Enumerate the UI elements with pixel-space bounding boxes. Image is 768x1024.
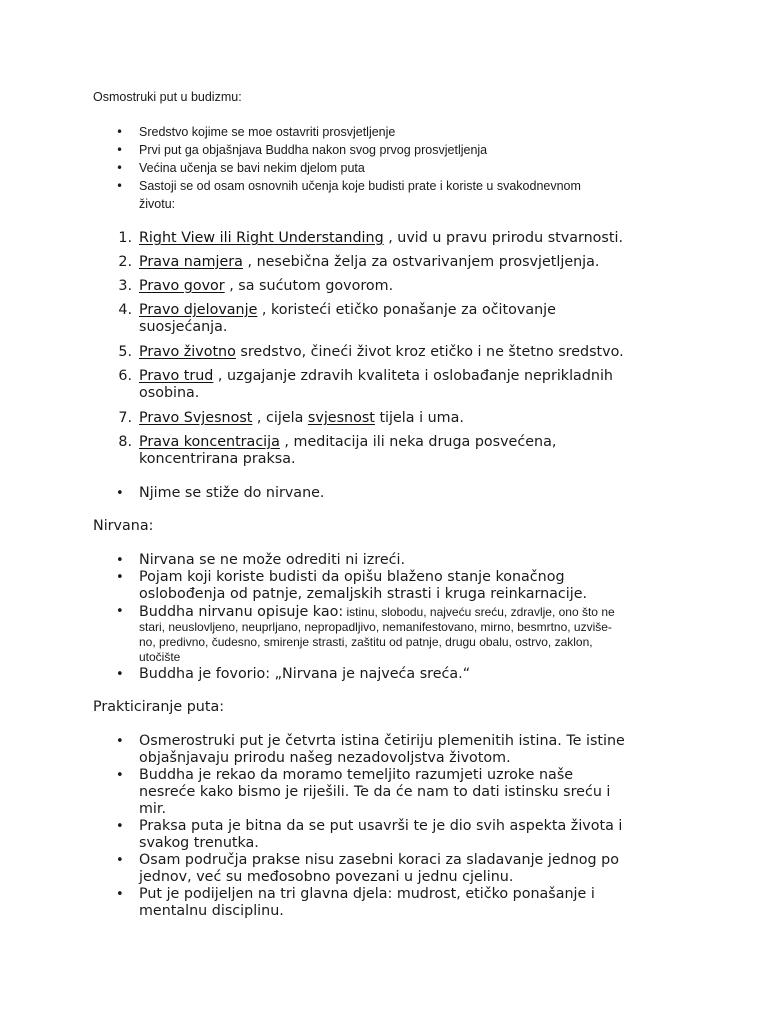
- nirvana-bullet-4: Buddha je fovorio: „Nirvana je najveća sreća.“: [139, 666, 471, 682]
- intro-bullet-4: Sastoji se od osam osnovnih učenja koje budisti prate i koriste u svakodnevnom: [139, 179, 581, 193]
- step-number: 2.: [118, 254, 132, 270]
- step-5: [139, 344, 624, 361]
- nirvana-bullet-2: Pojam koji koriste budisti da opišu blaženo stanje konačnog: [139, 569, 565, 585]
- bullet-icon: •: [116, 604, 124, 619]
- bullet-icon: •: [116, 125, 124, 139]
- nirvana-bullet-3-small: istinu, slobodu, najveću sreću, zdravlje, ono što ne: [343, 605, 615, 619]
- intro-bullet-4-cont: životu:: [139, 197, 176, 211]
- bullet-icon: •: [116, 819, 124, 834]
- step-1: [139, 230, 623, 247]
- step-number: 7.: [118, 410, 132, 426]
- praksa-bullet: Osmerostruki put je četvrta istina četiriju plemenitih istina. Te istine: [139, 733, 625, 749]
- step-1-text: , uvid u pravu prirodu stvarnosti.: [383, 230, 623, 246]
- bullet-icon: •: [116, 161, 124, 175]
- step-7-text: , cijela: [252, 410, 308, 426]
- step-2-link[interactable]: Prava namjera: [139, 254, 243, 270]
- step-4-cont: suosjećanja.: [139, 319, 228, 335]
- step-number: 4.: [118, 302, 132, 318]
- praksa-bullet: Buddha je rekao da moramo temeljito razumjeti uzroke naše: [139, 767, 574, 783]
- praksa-bullet-cont: mir.: [139, 801, 167, 817]
- praksa-bullet-cont: objašnjavaju prirodu našeg nezadovoljstva životom.: [139, 750, 511, 766]
- step-7-link[interactable]: Pravo Svjesnost: [139, 410, 253, 426]
- praksa-bullet-cont: nesreće kako bismo je riješili. Te da će nam to dati istinsku sreću i: [139, 784, 611, 800]
- nirvana-bullet-1: Nirvana se ne može odrediti ni izreći.: [139, 552, 405, 568]
- step-2: [139, 254, 599, 271]
- intro-bullet-3: Većina učenja se bavi nekim djelom puta: [139, 161, 365, 175]
- step-1-link[interactable]: Right View ili Right Understanding: [139, 230, 384, 246]
- praksa-heading: Prakticiranje puta:: [93, 699, 225, 715]
- bullet-icon: •: [116, 734, 124, 749]
- nirvana-bullet-2-cont: oslobođenja od patnje, zemaljskih strasti i kruga reinkarnacije.: [139, 586, 588, 602]
- nirvana-bullet-3-cont-2: no, predivno, čudesno, smirenje strasti, zaštitu od patnje, drugu obalu, ostrvo, zaklon,: [139, 635, 593, 649]
- bullet-icon: •: [116, 853, 124, 868]
- step-8-text: , meditacija ili neka druga posvećena,: [279, 434, 557, 450]
- praksa-bullet: Osam područja prakse nisu zasebni koraci za sladavanje jednog po: [139, 852, 619, 868]
- step-7-text-2: tijela i uma.: [374, 410, 464, 426]
- step-number: 1.: [118, 230, 132, 246]
- praksa-bullet: Praksa puta je bitna da se put usavrši te je dio svih aspekta života i: [139, 818, 623, 834]
- step-4: [139, 302, 556, 319]
- after-steps-bullet: Njime se stiže do nirvane.: [139, 485, 325, 501]
- praksa-bullet-cont: jednov, već su međosobno povezani u jednu cjelinu.: [139, 869, 514, 885]
- step-5-link[interactable]: Pravo životno: [139, 344, 236, 360]
- step-4-link[interactable]: Pravo djelovanje: [139, 302, 258, 318]
- praksa-bullet-cont: svakog trenutka.: [139, 835, 259, 851]
- bullet-icon: •: [116, 887, 124, 902]
- step-number: 3.: [118, 278, 132, 294]
- page-title: Osmostruki put u budizmu:: [93, 90, 242, 104]
- bullet-icon: •: [116, 768, 124, 783]
- praksa-bullet-cont: mentalnu disciplinu.: [139, 903, 284, 919]
- bullet-icon: •: [116, 486, 124, 501]
- step-7-link-2[interactable]: svjesnost: [307, 410, 375, 426]
- step-8: [139, 434, 556, 451]
- step-5-text: sredstvo, čineći život kroz etičko i ne štetno sredstvo.: [235, 344, 624, 360]
- bullet-icon: •: [116, 667, 124, 682]
- step-8-link[interactable]: Prava koncentracija: [139, 434, 280, 450]
- intro-bullet-1: Sredstvo kojime se moe ostavriti prosvjetljenje: [139, 125, 396, 139]
- nirvana-bullet-3-lead: Buddha nirvanu opisuje kao:: [139, 604, 344, 620]
- step-7: [139, 410, 464, 427]
- step-4-text: , koristeći etičko ponašanje za očitovanje: [257, 302, 556, 318]
- bullet-icon: •: [116, 570, 124, 585]
- intro-bullet-2: Prvi put ga objašnjava Buddha nakon svog prvog prosvjetljenja: [139, 143, 488, 157]
- step-3: [139, 278, 393, 295]
- nirvana-bullet-3: [139, 603, 615, 621]
- nirvana-bullet-3-cont-1: stari, neuslovljeno, neuprljano, nepropadljivo, nemanifestovano, mirno, besmrtno, uzviše-: [139, 620, 612, 634]
- bullet-icon: •: [116, 179, 124, 193]
- nirvana-heading: Nirvana:: [93, 518, 154, 534]
- step-3-text: , sa sućutom govorom.: [224, 278, 394, 294]
- step-6-cont: osobina.: [139, 385, 200, 401]
- step-6: [139, 368, 613, 385]
- step-number: 8.: [118, 434, 132, 450]
- step-3-link[interactable]: Pravo govor: [139, 278, 225, 294]
- step-6-link[interactable]: Pravo trud: [139, 368, 214, 384]
- bullet-icon: •: [116, 553, 124, 568]
- step-8-cont: koncentrirana praksa.: [139, 451, 296, 467]
- step-number: 5.: [118, 344, 132, 360]
- praksa-bullet: Put je podijeljen na tri glavna djela: mudrost, etičko ponašanje i: [139, 886, 595, 902]
- step-6-text: , uzgajanje zdravih kvaliteta i oslobađanje neprikladnih: [213, 368, 613, 384]
- step-number: 6.: [118, 368, 132, 384]
- step-2-text: , nesebična želja za ostvarivanjem prosvjetljenja.: [242, 254, 600, 270]
- bullet-icon: •: [116, 143, 124, 157]
- nirvana-bullet-3-cont-3: utočište: [139, 650, 181, 664]
